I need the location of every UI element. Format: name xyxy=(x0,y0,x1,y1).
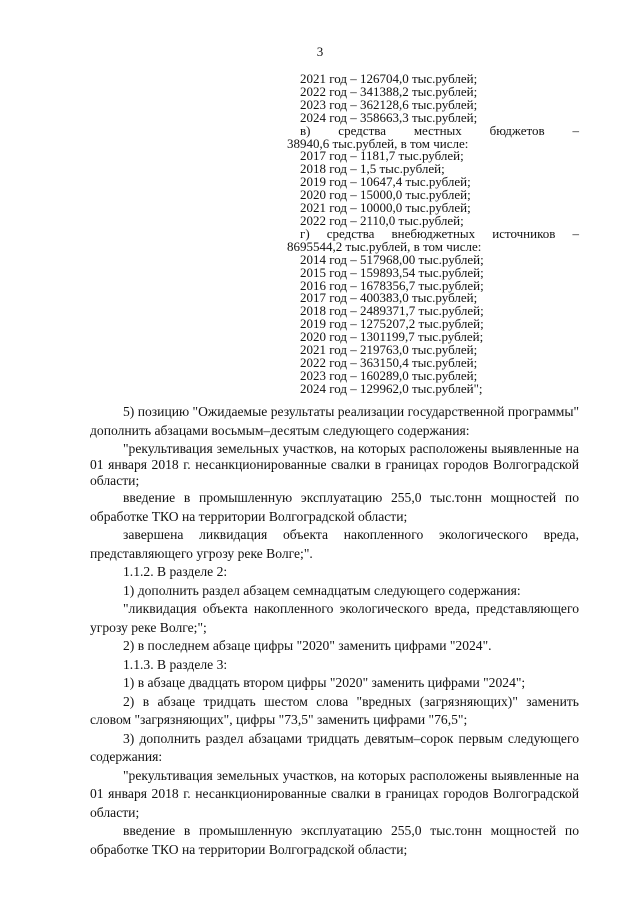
local-budget-total: 38940,6 тыс.рублей, в том числе: xyxy=(287,135,469,151)
paragraph: 3) дополнить раздел абзацами тридцать девятым–сорок первым следующего содержания: xyxy=(90,730,579,764)
extra-budget-line: 2023 год – 160289,0 тыс.рублей; xyxy=(300,367,478,383)
paragraph: 2) в абзаце тридцать шестом слова "вредных (загрязняющих)" заменить словом "загрязняющих", цифры "73,5" заменить цифрами "76,5"; xyxy=(90,693,579,727)
funding-column xyxy=(287,73,579,396)
extra-budget-line: 2015 год – 159893,54 тыс.рублей; xyxy=(300,264,484,280)
section-heading: 1.1.3. В разделе 3: xyxy=(123,656,228,672)
page-number: 3 xyxy=(316,44,324,59)
paragraph: 1) дополнить раздел абзацем семнадцатым следующего содержания: xyxy=(123,582,521,598)
extra-budget-heading: г) средства внебюджетных источников – xyxy=(300,225,579,241)
extra-budget-total: 8695544,2 тыс.рублей, в том числе: xyxy=(287,238,482,254)
funding-line: 2021 год – 126704,0 тыс.рублей; xyxy=(300,71,478,86)
local-budget-line: 2020 год – 15000,0 тыс.рублей; xyxy=(300,187,471,203)
extra-budget-line: 2019 год – 1275207,2 тыс.рублей; xyxy=(300,316,484,332)
extra-budget-line: 2022 год – 363150,4 тыс.рублей; xyxy=(300,354,478,370)
extra-budget-line: 2020 год – 1301199,7 тыс.рублей; xyxy=(300,329,484,345)
paragraph: "ликвидация объекта накопленного экологического вреда, представляющего угрозу реке Волге;"; xyxy=(90,601,579,635)
paragraph: 2) в последнем абзаце цифры "2020" заменить цифрами "2024". xyxy=(123,638,492,653)
paragraph: введение в промышленную эксплуатацию 255,0 тыс.тонн мощностей по обработке ТКО на территории Волгоградской области; xyxy=(90,823,579,857)
paragraph: "рекультивация земельных участков, на которых расположены выявленные на 01 января 2018 г. несанкционированные свалки в границах городов Волгоградской области; xyxy=(90,767,579,820)
extra-budget-line: 2021 год – 219763,0 тыс.рублей; xyxy=(300,342,478,358)
paragraph: 5) позицию "Ожидаемые результаты реализации государственной программы" дополнить абзацами восьмым–десятым следующего содержания: xyxy=(90,404,580,438)
extra-budget-line: 2016 год – 1678356,7 тыс.рублей; xyxy=(300,277,484,293)
paragraph: завершена ликвидация объекта накопленного экологического вреда, представляющего угрозу реке Волге;". xyxy=(90,527,579,561)
local-budget-line: 2018 год – 1,5 тыс.рублей; xyxy=(300,161,445,177)
funding-line: 2024 год – 358663,3 тыс.рублей; xyxy=(300,109,478,125)
document-body xyxy=(90,403,579,859)
paragraph: 1) в абзаце двадцать втором цифры "2020" заменить цифрами "2024"; xyxy=(123,675,526,690)
funding-line: 2023 год – 362128,6 тыс.рублей; xyxy=(300,96,478,112)
local-budget-heading: в) средства местных бюджетов – xyxy=(300,122,579,138)
section-heading: 1.1.2. В разделе 2: xyxy=(123,564,228,579)
local-budget-line: 2021 год – 10000,0 тыс.рублей; xyxy=(300,200,471,216)
paragraph: "рекультивация земельных участков, на которых расположены выявленные на 01 января 2018 г. несанкционированные свалки в границах городов Волгоградской области; xyxy=(90,441,579,488)
extra-budget-line: 2014 год – 517968,00 тыс.рублей; xyxy=(300,251,484,267)
extra-budget-line: 2017 год – 400383,0 тыс.рублей; xyxy=(300,290,478,306)
paragraph: введение в промышленную эксплуатацию 255,0 тыс.тонн мощностей по обработке ТКО на территории Волгоградской области; xyxy=(90,490,579,524)
extra-budget-line: 2018 год – 2489371,7 тыс.рублей; xyxy=(300,303,484,319)
local-budget-line: 2019 год – 10647,4 тыс.рублей; xyxy=(300,174,471,190)
local-budget-line: 2022 год – 2110,0 тыс.рублей; xyxy=(300,212,464,228)
funding-line: 2022 год – 341388,2 тыс.рублей; xyxy=(300,83,478,99)
local-budget-line: 2017 год – 1181,7 тыс.рублей; xyxy=(300,148,464,164)
extra-budget-line: 2024 год – 129962,0 тыс.рублей"; xyxy=(300,380,483,396)
